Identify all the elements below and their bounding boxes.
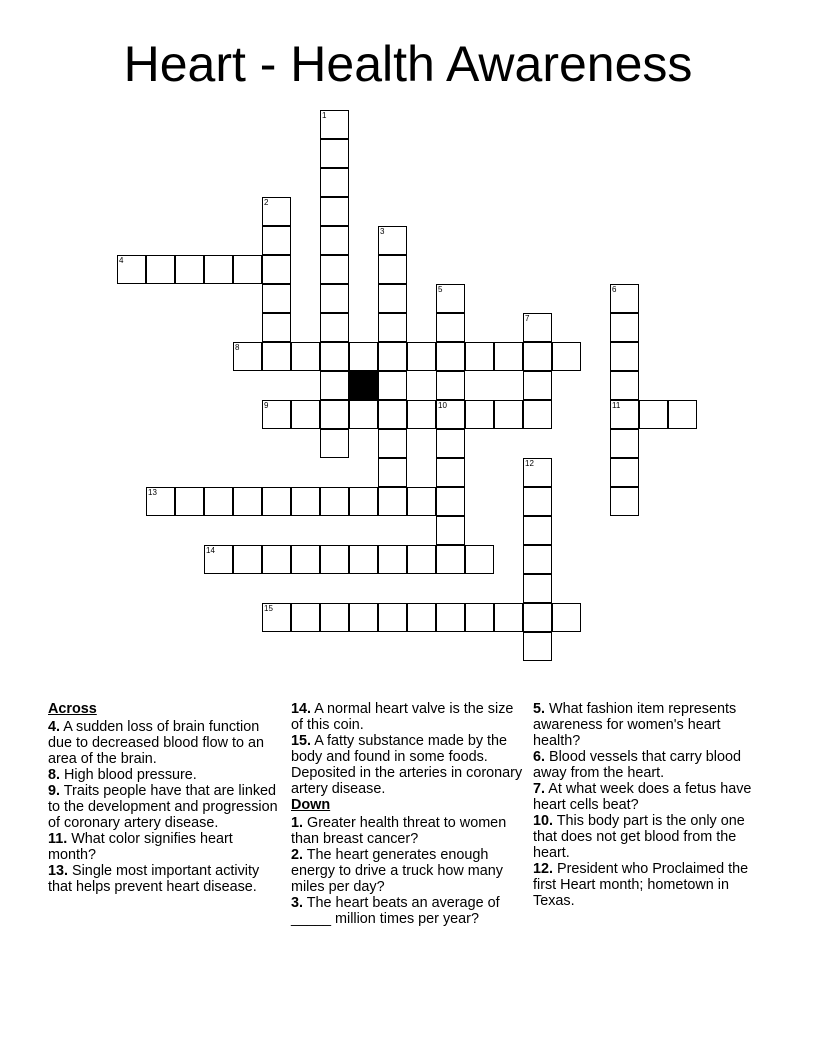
- grid-cell[interactable]: [204, 255, 233, 284]
- grid-cell[interactable]: [407, 487, 436, 516]
- grid-cell[interactable]: [320, 168, 349, 197]
- grid-cell[interactable]: [262, 284, 291, 313]
- grid-cell[interactable]: [610, 313, 639, 342]
- grid-cell[interactable]: [436, 458, 465, 487]
- grid-cell[interactable]: [436, 400, 465, 429]
- grid-cell[interactable]: [262, 313, 291, 342]
- grid-cell[interactable]: [378, 226, 407, 255]
- grid-cell[interactable]: [523, 516, 552, 545]
- clue-across-11: 11. What color signifies heart month?: [48, 831, 233, 863]
- grid-cell[interactable]: [262, 197, 291, 226]
- grid-cell[interactable]: [523, 632, 552, 661]
- clue-down-3: 3. The heart beats an average of _____ million times per year?: [291, 895, 500, 927]
- grid-cell[interactable]: [436, 313, 465, 342]
- grid-block: [349, 371, 378, 400]
- grid-cell[interactable]: [436, 603, 465, 632]
- grid-cell[interactable]: [204, 545, 233, 574]
- grid-cell[interactable]: [552, 342, 581, 371]
- grid-cell[interactable]: [117, 255, 146, 284]
- grid-cell[interactable]: [610, 400, 639, 429]
- grid-cell[interactable]: [378, 342, 407, 371]
- grid-cell[interactable]: [320, 342, 349, 371]
- grid-cell[interactable]: [378, 487, 407, 516]
- grid-cell[interactable]: [175, 255, 204, 284]
- cell-number: 2: [264, 198, 269, 207]
- grid-cell[interactable]: [262, 545, 291, 574]
- grid-cell[interactable]: [523, 313, 552, 342]
- grid-cell[interactable]: [262, 487, 291, 516]
- grid-cell[interactable]: [349, 603, 378, 632]
- grid-cell[interactable]: [378, 371, 407, 400]
- grid-cell[interactable]: [262, 255, 291, 284]
- grid-cell[interactable]: [465, 603, 494, 632]
- grid-cell[interactable]: [378, 545, 407, 574]
- clue-down-1: 1. Greater health threat to women than breast cancer?: [291, 815, 507, 847]
- grid-cell[interactable]: [610, 371, 639, 400]
- grid-cell[interactable]: [610, 429, 639, 458]
- clue-down-7: 7. At what week does a fetus have heart cells beat?: [533, 781, 752, 813]
- clue-across-9: 9. Traits people have that are linked to the development and progression of coronary artery disease.: [48, 783, 278, 831]
- clue-across-13: 13. Single most important activity that helps prevent heart disease.: [48, 863, 260, 895]
- grid-cell[interactable]: [320, 110, 349, 139]
- grid-cell[interactable]: [378, 458, 407, 487]
- grid-cell[interactable]: [378, 429, 407, 458]
- grid-cell[interactable]: [349, 342, 378, 371]
- grid-cell[interactable]: [349, 487, 378, 516]
- grid-cell[interactable]: [320, 226, 349, 255]
- cell-number: 5: [438, 285, 443, 294]
- cell-number: 12: [525, 459, 534, 468]
- cell-number: 14: [206, 546, 215, 555]
- cell-number: 13: [148, 488, 157, 497]
- clue-down-5: 5. What fashion item represents awareness for women's heart health?: [533, 701, 737, 749]
- cell-number: 15: [264, 604, 273, 613]
- down-heading: Down: [291, 797, 331, 813]
- cell-number: 8: [235, 343, 240, 352]
- grid-cell[interactable]: [378, 400, 407, 429]
- grid-cell[interactable]: [465, 400, 494, 429]
- grid-cell[interactable]: [378, 284, 407, 313]
- grid-cell[interactable]: [378, 603, 407, 632]
- grid-cell[interactable]: [465, 342, 494, 371]
- grid-cell[interactable]: [320, 255, 349, 284]
- clues-column-3: [533, 701, 765, 909]
- grid-cell[interactable]: [320, 284, 349, 313]
- grid-cell[interactable]: [320, 197, 349, 226]
- grid-cell[interactable]: [523, 603, 552, 632]
- cell-number: 10: [438, 401, 447, 410]
- clue-across-4: 4. A sudden loss of brain function due to decreased blood flow to an area of the brain.: [48, 719, 265, 767]
- grid-cell[interactable]: [436, 516, 465, 545]
- grid-cell[interactable]: [146, 255, 175, 284]
- page-title: Heart - Health Awareness: [123, 36, 693, 92]
- grid-cell[interactable]: [262, 226, 291, 255]
- grid-cell[interactable]: [320, 429, 349, 458]
- grid-cell[interactable]: [494, 342, 523, 371]
- grid-cell[interactable]: [146, 487, 175, 516]
- grid-cell[interactable]: [407, 400, 436, 429]
- grid-cell[interactable]: [436, 545, 465, 574]
- grid-cell[interactable]: [494, 400, 523, 429]
- grid-cell[interactable]: [233, 255, 262, 284]
- grid-cell[interactable]: [291, 487, 320, 516]
- grid-cell[interactable]: [523, 574, 552, 603]
- grid-cell[interactable]: [291, 603, 320, 632]
- grid-cell[interactable]: [523, 400, 552, 429]
- grid-cell[interactable]: [349, 545, 378, 574]
- cell-number: 1: [322, 111, 327, 120]
- cell-number: 9: [264, 401, 269, 410]
- grid-cell[interactable]: [233, 487, 262, 516]
- grid-cell[interactable]: [465, 545, 494, 574]
- grid-cell[interactable]: [320, 313, 349, 342]
- cell-number: 3: [380, 227, 385, 236]
- grid-cell[interactable]: [552, 603, 581, 632]
- grid-cell[interactable]: [436, 342, 465, 371]
- grid-cell[interactable]: [291, 545, 320, 574]
- grid-cell[interactable]: [320, 603, 349, 632]
- cell-number: 11: [612, 401, 621, 410]
- grid-cell[interactable]: [349, 400, 378, 429]
- grid-cell[interactable]: [610, 284, 639, 313]
- grid-cell[interactable]: [436, 487, 465, 516]
- grid-cell[interactable]: [523, 371, 552, 400]
- cell-number: 4: [119, 256, 124, 265]
- grid-cell[interactable]: [320, 545, 349, 574]
- grid-cell[interactable]: [320, 400, 349, 429]
- grid-cell[interactable]: [378, 255, 407, 284]
- grid-cell[interactable]: [668, 400, 697, 429]
- grid-cell[interactable]: [523, 545, 552, 574]
- grid-cell[interactable]: [204, 487, 233, 516]
- grid-cell[interactable]: [378, 313, 407, 342]
- clue-across-8: 8. High blood pressure.: [48, 767, 197, 783]
- grid-cell[interactable]: [436, 284, 465, 313]
- grid-cell[interactable]: [436, 371, 465, 400]
- grid-cell[interactable]: [291, 400, 320, 429]
- grid-cell[interactable]: [291, 342, 320, 371]
- clues-column-1: [48, 701, 280, 895]
- grid-cell[interactable]: [320, 371, 349, 400]
- grid-cell[interactable]: [639, 400, 668, 429]
- clue-down-12: 12. President who Proclaimed the first Heart month; hometown in Texas.: [533, 861, 749, 909]
- cell-number: 6: [612, 285, 617, 294]
- grid-cell[interactable]: [407, 603, 436, 632]
- grid-cell[interactable]: [320, 139, 349, 168]
- grid-cell[interactable]: [262, 400, 291, 429]
- clue-down-2: 2. The heart generates enough energy to drive a truck how many miles per day?: [291, 847, 503, 895]
- grid-cell[interactable]: [233, 545, 262, 574]
- grid-cell[interactable]: [320, 487, 349, 516]
- grid-cell[interactable]: [407, 545, 436, 574]
- grid-cell[interactable]: [494, 603, 523, 632]
- cell-number: 7: [525, 314, 530, 323]
- across-heading: Across: [48, 701, 97, 717]
- grid-cell[interactable]: [523, 458, 552, 487]
- grid-cell[interactable]: [523, 487, 552, 516]
- grid-cell[interactable]: [610, 458, 639, 487]
- grid-cell[interactable]: [610, 342, 639, 371]
- clue-across-15: 15. A fatty substance made by the body and found in some foods. Deposited in the arteries in coronary artery disease.: [291, 733, 523, 797]
- grid-cell[interactable]: [523, 342, 552, 371]
- grid-cell[interactable]: [233, 342, 262, 371]
- clues-column-2: [291, 701, 523, 927]
- grid-cell[interactable]: [262, 603, 291, 632]
- grid-cell[interactable]: [175, 487, 204, 516]
- grid-cell[interactable]: [262, 342, 291, 371]
- clue-down-10: 10. This body part is the only one that does not get blood from the heart.: [533, 813, 745, 861]
- grid-cell[interactable]: [436, 429, 465, 458]
- clue-down-6: 6. Blood vessels that carry blood away from the heart.: [533, 749, 741, 781]
- grid-cell[interactable]: [610, 487, 639, 516]
- clue-across-14: 14. A normal heart valve is the size of this coin.: [291, 701, 514, 733]
- grid-cell[interactable]: [407, 342, 436, 371]
